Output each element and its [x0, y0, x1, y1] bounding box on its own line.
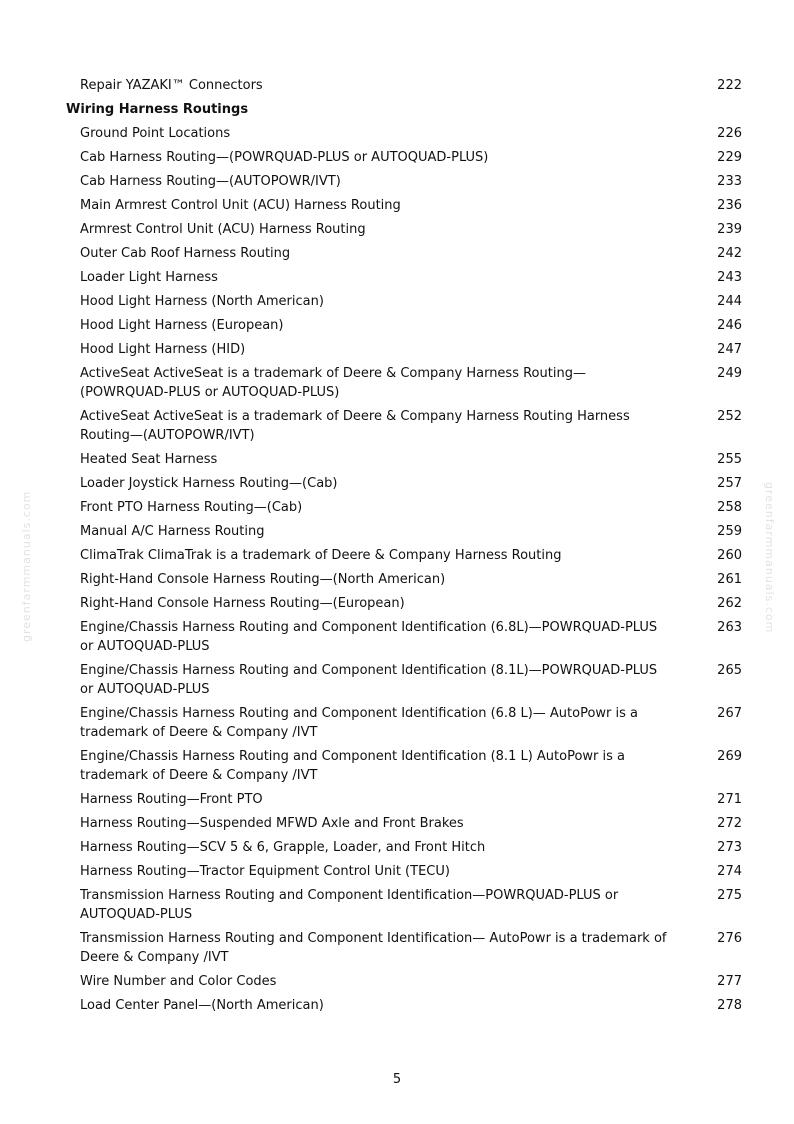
toc-entry[interactable]	[0, 450, 794, 469]
toc-entry[interactable]	[0, 364, 794, 402]
toc-entry[interactable]	[0, 886, 794, 924]
toc-entry-page: 261	[717, 572, 742, 587]
toc-entry-page: 267	[717, 706, 742, 721]
toc-entry[interactable]	[0, 220, 794, 239]
toc-entry-page: 276	[717, 931, 742, 946]
toc-entry[interactable]	[0, 790, 794, 809]
toc-entry-title: Repair YAZAKI™ Connectors	[80, 78, 263, 93]
toc-entry[interactable]	[0, 407, 794, 445]
toc-entry-title: Harness Routing—SCV 5 & 6, Grapple, Loader, and Front Hitch	[80, 840, 486, 855]
toc-entry-title: ActiveSeat ActiveSeat is a trademark of Deere & Company Harness Routing Harness Routing—(AUTOPOWR/IVT)	[80, 409, 630, 443]
toc-entry-title: Load Center Panel—(North American)	[80, 998, 324, 1013]
toc-entry-page: 233	[717, 174, 742, 189]
toc-entry-page: 242	[717, 246, 742, 261]
toc-entry[interactable]	[0, 594, 794, 613]
toc-entry-page: 244	[717, 294, 742, 309]
page-number: 5	[392, 1072, 402, 1087]
toc-entry-page: 257	[717, 476, 742, 491]
toc-entry-title: Harness Routing—Tractor Equipment Control Unit (TECU)	[80, 864, 450, 879]
toc-entry-page: 229	[717, 150, 742, 165]
toc-entry-title: ActiveSeat ActiveSeat is a trademark of Deere & Company Harness Routing—(POWRQUAD-PLUS or AUTOQUAD-PLUS)	[80, 366, 586, 400]
toc-entry-title: Heated Seat Harness	[80, 452, 218, 467]
toc-entry-page: 260	[717, 548, 742, 563]
toc-entry-title: Wire Number and Color Codes	[80, 974, 277, 989]
toc-entry[interactable]	[0, 929, 794, 967]
toc-entry-title: Transmission Harness Routing and Component Identification—POWRQUAD-PLUS or AUTOQUAD-PLUS	[80, 888, 619, 922]
toc-entry-page: 259	[717, 524, 742, 539]
watermark-left: greenfarmmanuals.com	[20, 490, 33, 642]
toc-entry-page: 255	[717, 452, 742, 467]
toc-entry[interactable]	[0, 661, 794, 699]
table-of-contents	[0, 76, 794, 1020]
toc-entry[interactable]	[0, 196, 794, 215]
toc-entry-page: 246	[717, 318, 742, 333]
toc-entry-title: Transmission Harness Routing and Component Identification— AutoPowr is a trademark of Deere & Company /IVT	[80, 931, 667, 965]
toc-entry-page: 258	[717, 500, 742, 515]
toc-entry[interactable]	[0, 838, 794, 857]
toc-entry-title: Main Armrest Control Unit (ACU) Harness Routing	[80, 198, 401, 213]
toc-entry-page: 269	[717, 749, 742, 764]
toc-entry-page: 243	[717, 270, 742, 285]
toc-entry-page: 272	[717, 816, 742, 831]
toc-entry-page: 226	[717, 126, 742, 141]
toc-entry-title: ClimaTrak ClimaTrak is a trademark of Deere & Company Harness Routing	[80, 548, 562, 563]
toc-entry[interactable]	[0, 268, 794, 287]
toc-entry[interactable]	[0, 704, 794, 742]
toc-entry-page: 277	[717, 974, 742, 989]
toc-entry[interactable]	[0, 76, 794, 95]
toc-entry-page: 263	[717, 620, 742, 635]
toc-entry-page: 222	[717, 78, 742, 93]
toc-entry[interactable]	[0, 498, 794, 517]
toc-entry-title: Engine/Chassis Harness Routing and Component Identification (6.8L)—POWRQUAD-PLUS or AUTOQUAD-PLUS	[80, 620, 658, 654]
toc-entry[interactable]	[0, 814, 794, 833]
toc-entry-title: Harness Routing—Front PTO	[80, 792, 263, 807]
toc-entry[interactable]	[0, 316, 794, 335]
toc-entry[interactable]	[0, 996, 794, 1015]
toc-entry-title: Front PTO Harness Routing—(Cab)	[80, 500, 303, 515]
toc-entry-title: Right-Hand Console Harness Routing—(European)	[80, 596, 405, 611]
toc-entry[interactable]	[0, 972, 794, 991]
toc-entry-title: Hood Light Harness (HID)	[80, 342, 246, 357]
toc-entry[interactable]	[0, 474, 794, 493]
toc-entry-title: Engine/Chassis Harness Routing and Component Identification (8.1L)—POWRQUAD-PLUS or AUTOQUAD-PLUS	[80, 663, 658, 697]
toc-entry-page: 262	[717, 596, 742, 611]
toc-entry[interactable]	[0, 546, 794, 565]
toc-entry-page: 239	[717, 222, 742, 237]
toc-entry-page: 265	[717, 663, 742, 678]
toc-entry-title: Outer Cab Roof Harness Routing	[80, 246, 291, 261]
toc-entry-title: Manual A/C Harness Routing	[80, 524, 265, 539]
toc-entry[interactable]	[0, 747, 794, 785]
toc-entry-title: Ground Point Locations	[80, 126, 231, 141]
toc-entry-title: Loader Light Harness	[80, 270, 218, 285]
toc-entry-title: Hood Light Harness (European)	[80, 318, 284, 333]
toc-entry-title: Engine/Chassis Harness Routing and Component Identification (8.1 L) AutoPowr is a trademark of Deere & Company /IVT	[80, 749, 626, 783]
toc-entry-title: Cab Harness Routing—(AUTOPOWR/IVT)	[80, 174, 341, 189]
watermark-right: greenfarmmanuals.com	[763, 482, 776, 634]
toc-entry[interactable]	[0, 862, 794, 881]
toc-entry[interactable]	[0, 570, 794, 589]
toc-entry-title: Wiring Harness Routings	[66, 102, 249, 117]
toc-entry-title: Armrest Control Unit (ACU) Harness Routing	[80, 222, 366, 237]
toc-entry[interactable]	[0, 340, 794, 359]
toc-section-heading	[0, 100, 794, 119]
toc-entry-title: Right-Hand Console Harness Routing—(North American)	[80, 572, 446, 587]
toc-entry-page: 278	[717, 998, 742, 1013]
toc-entry-title: Loader Joystick Harness Routing—(Cab)	[80, 476, 338, 491]
toc-entry[interactable]	[0, 292, 794, 311]
toc-entry[interactable]	[0, 522, 794, 541]
toc-entry-page: 271	[717, 792, 742, 807]
toc-entry[interactable]	[0, 148, 794, 167]
toc-entry-page: 249	[717, 366, 742, 381]
toc-entry[interactable]	[0, 244, 794, 263]
toc-entry[interactable]	[0, 172, 794, 191]
toc-entry-page: 275	[717, 888, 742, 903]
toc-entry[interactable]	[0, 124, 794, 143]
toc-entry[interactable]	[0, 618, 794, 656]
toc-entry-title: Engine/Chassis Harness Routing and Component Identification (6.8 L)— AutoPowr is a trademark of Deere & Company /IVT	[80, 706, 639, 740]
toc-entry-page: 274	[717, 864, 742, 879]
toc-entry-page: 273	[717, 840, 742, 855]
toc-entry-page: 247	[717, 342, 742, 357]
toc-entry-title: Harness Routing—Suspended MFWD Axle and Front Brakes	[80, 816, 464, 831]
toc-entry-page: 252	[717, 409, 742, 424]
toc-entry-title: Cab Harness Routing—(POWRQUAD-PLUS or AUTOQUAD-PLUS)	[80, 150, 489, 165]
toc-entry-page: 236	[717, 198, 742, 213]
toc-entry-title: Hood Light Harness (North American)	[80, 294, 324, 309]
